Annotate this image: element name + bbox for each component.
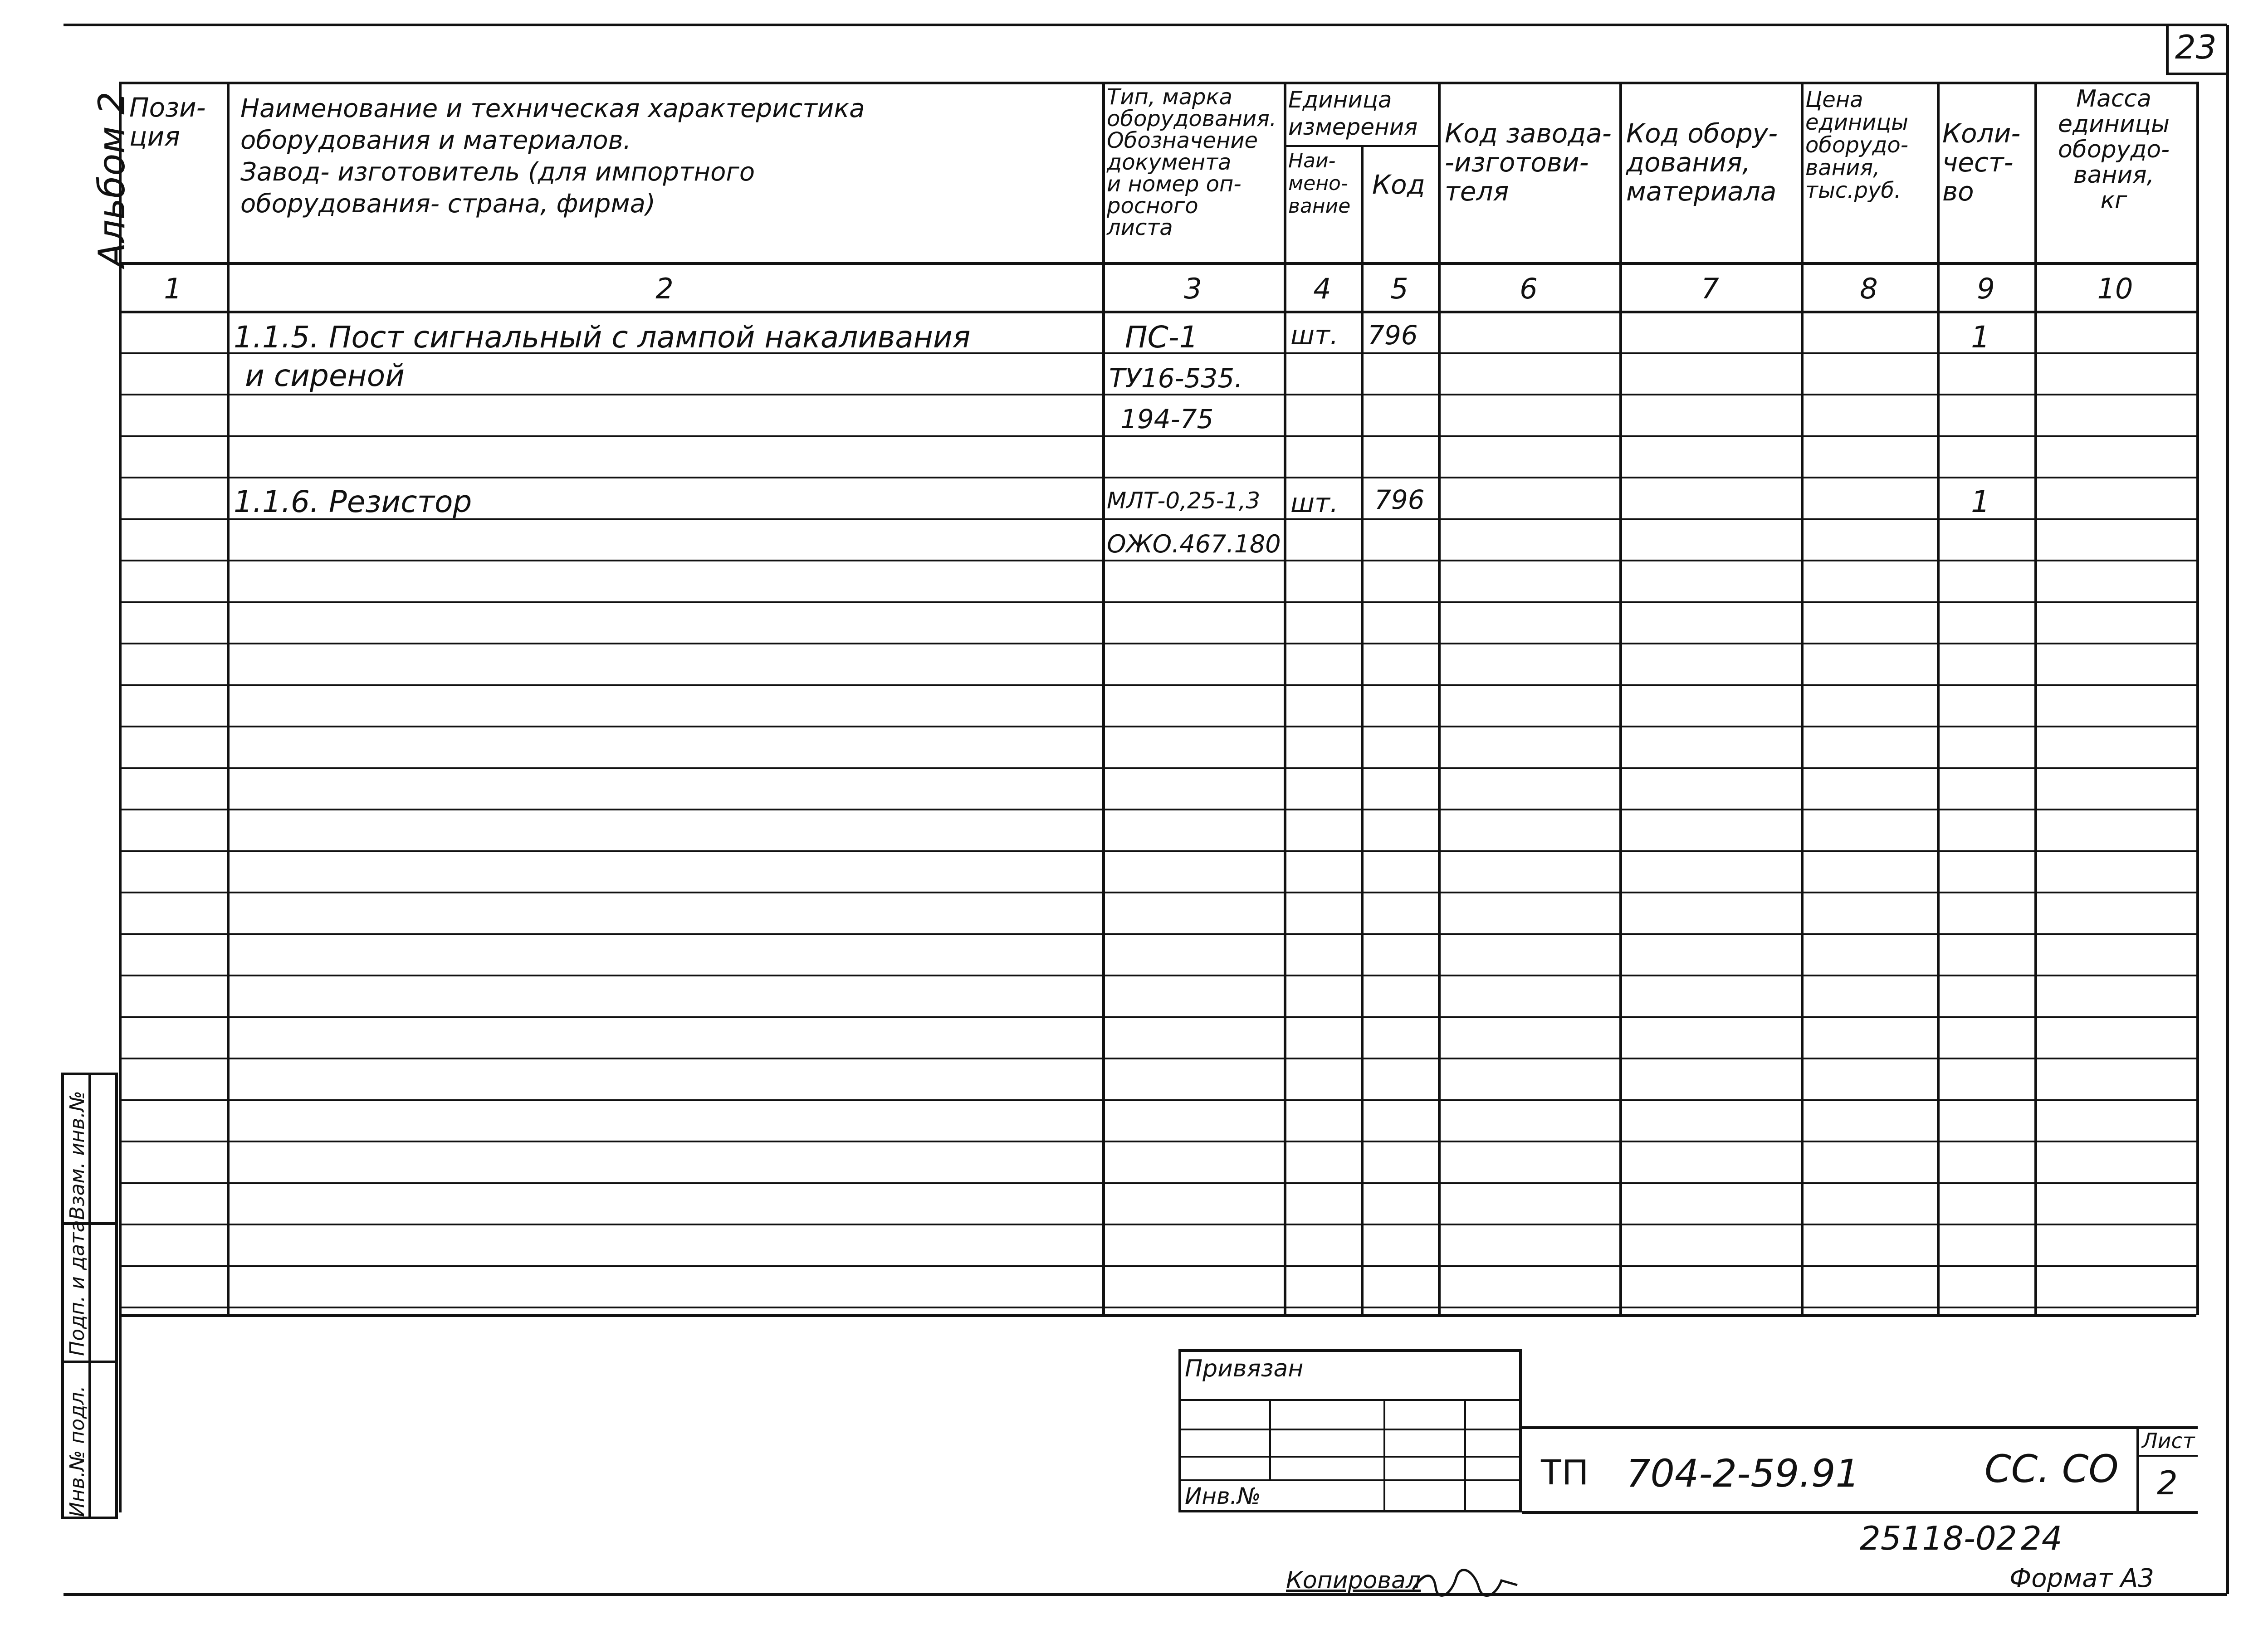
- row5-unit: шт.: [1290, 488, 1339, 518]
- title-sheet-label: Лист: [2142, 1429, 2195, 1453]
- row2-name: и сиреной: [245, 358, 405, 393]
- row5-name: 1.1.6. Резистор: [234, 484, 472, 519]
- row3-type: 194-75: [1120, 404, 1214, 434]
- header-mass: Масса единицы оборудо- вания, кг: [2058, 85, 2170, 214]
- row2-type: ТУ16-535.: [1109, 363, 1243, 394]
- side-stamp-rule-2: [61, 1361, 118, 1363]
- table-row-rule: [119, 684, 2196, 686]
- table-row-rule: [119, 1182, 2196, 1184]
- table-row-rule: [119, 394, 2196, 395]
- table-row-rule: [119, 809, 2196, 810]
- col-num-7: 7: [1701, 272, 1719, 305]
- col-divider-6: [1619, 82, 1622, 1315]
- number-row-bottom-rule: [119, 311, 2196, 313]
- table-row-rule: [119, 767, 2196, 769]
- header-plant-code: Код завода- -изготови- теля: [1445, 118, 1612, 207]
- row1-unit: шт.: [1290, 320, 1339, 351]
- table-row-rule: [119, 560, 2196, 561]
- title-block-sheet-divider: [2136, 1426, 2139, 1512]
- bound-inv-label: Инв.№: [1185, 1483, 1261, 1509]
- table-row-rule: [119, 1016, 2196, 1018]
- col-num-6: 6: [1520, 272, 1538, 305]
- col-num-2: 2: [655, 272, 674, 305]
- row1-qty: 1: [1971, 320, 1990, 355]
- row1-type: ПС-1: [1125, 320, 1198, 355]
- col-divider-5: [1438, 82, 1441, 1315]
- col-num-9: 9: [1977, 272, 1995, 305]
- table-row-rule: [119, 975, 2196, 976]
- header-type: Тип, марка оборудования. Обозначение документа и номер оп- росного листа: [1107, 84, 1277, 240]
- title-block-top: [1522, 1426, 2198, 1429]
- bound-col-3: [1464, 1399, 1466, 1512]
- header-quantity: Коли- чест- во: [1942, 118, 2021, 207]
- table-row-rule: [119, 726, 2196, 727]
- col-divider-7: [1801, 82, 1804, 1315]
- bound-rule-4: [1178, 1479, 1522, 1481]
- bound-col-2: [1383, 1399, 1385, 1512]
- col-num-10: 10: [2097, 272, 2133, 305]
- col-divider-8: [1937, 82, 1940, 1315]
- title-block-sheet-rule: [2136, 1455, 2198, 1457]
- row1-code: 796: [1368, 320, 1418, 351]
- right-frame: [2226, 25, 2229, 1594]
- title-tp: ТП: [1540, 1452, 1589, 1492]
- bottom-rule: [64, 1593, 2227, 1596]
- table-row-rule: [119, 1265, 2196, 1267]
- bound-title: Привязан: [1185, 1355, 1304, 1382]
- row1-name: 1.1.5. Пост сигнальный с лампой накаливания: [234, 320, 971, 355]
- col-divider-2: [1102, 82, 1105, 1315]
- table-row-rule: [119, 435, 2196, 437]
- bound-rule-2: [1178, 1429, 1522, 1430]
- top-rule: [64, 24, 2227, 26]
- col-divider-4: [1361, 145, 1364, 1315]
- table-row-rule: [119, 1099, 2196, 1101]
- table-row-rule: [119, 1141, 2196, 1142]
- title-code: СС. СО: [1984, 1447, 2119, 1491]
- table-left-edge: [119, 82, 122, 1512]
- col-num-8: 8: [1860, 272, 1878, 305]
- table-row-rule: [119, 643, 2196, 644]
- title-designation: 704-2-59.91: [1626, 1451, 1860, 1496]
- copied-label: Копировал: [1286, 1567, 1421, 1594]
- col-divider-9: [2034, 82, 2037, 1315]
- table-row-rule: [119, 933, 2196, 935]
- side-stamp-inv: Инв.№ подл.: [66, 1385, 89, 1517]
- col-num-4: 4: [1313, 272, 1331, 305]
- table-row-rule: [119, 892, 2196, 893]
- header-unit-name: Наи- мено- вание: [1288, 149, 1351, 218]
- col-divider-1: [227, 82, 230, 1315]
- table-right-edge: [2196, 82, 2199, 1315]
- row6-type: ОЖО.467.180: [1107, 530, 1281, 558]
- table-row-rule: [119, 850, 2196, 852]
- sheet-corner-number: 23: [2175, 28, 2217, 66]
- table-row-rule: [119, 601, 2196, 603]
- bound-col-1: [1269, 1399, 1271, 1480]
- header-equipment-code: Код обору- дования, материала: [1626, 118, 1778, 207]
- archive-page: 24: [2021, 1519, 2063, 1557]
- header-name: Наименование и техническая характеристика оборудования и материалов. Завод- изготовитель (для импортного оборудования- страна, фирма): [240, 94, 865, 219]
- album-label: Альбом 2: [91, 92, 133, 268]
- header-unit-code: Код: [1372, 169, 1425, 200]
- bound-rule-1: [1178, 1399, 1522, 1401]
- row5-type: МЛТ-0,25-1,3: [1107, 488, 1261, 514]
- bound-rule-3: [1178, 1456, 1522, 1458]
- col-num-1: 1: [164, 272, 182, 305]
- table-row-rule: [119, 1307, 2196, 1308]
- header-price: Цена единицы оборудо- вания, тыс.руб.: [1805, 87, 1909, 203]
- col-num-3: 3: [1184, 272, 1202, 305]
- row5-code: 796: [1374, 484, 1425, 515]
- unit-group-rule: [1284, 145, 1438, 147]
- table-row-rule: [119, 477, 2196, 478]
- side-stamp-sign: Подп. и дата: [66, 1220, 89, 1356]
- side-stamp-replace: Взам. инв.№: [66, 1091, 89, 1220]
- row5-qty: 1: [1971, 484, 1990, 519]
- table-bottom-rule: [119, 1314, 2196, 1317]
- table-row-rule: [119, 1224, 2196, 1225]
- col-divider-3: [1284, 82, 1286, 1315]
- table-row-rule: [119, 1058, 2196, 1059]
- archive-number: 25118-02: [1860, 1519, 2017, 1557]
- title-sheet-number: 2: [2157, 1464, 2178, 1502]
- col-num-5: 5: [1390, 272, 1408, 305]
- copier-signature: [1411, 1567, 1520, 1600]
- header-bottom-rule: [119, 262, 2196, 265]
- title-block-bottom: [1522, 1511, 2198, 1514]
- format-label: Формат А3: [2009, 1564, 2154, 1593]
- header-unit-group: Единица измерения: [1288, 87, 1418, 140]
- header-position: Пози- ция: [129, 92, 206, 152]
